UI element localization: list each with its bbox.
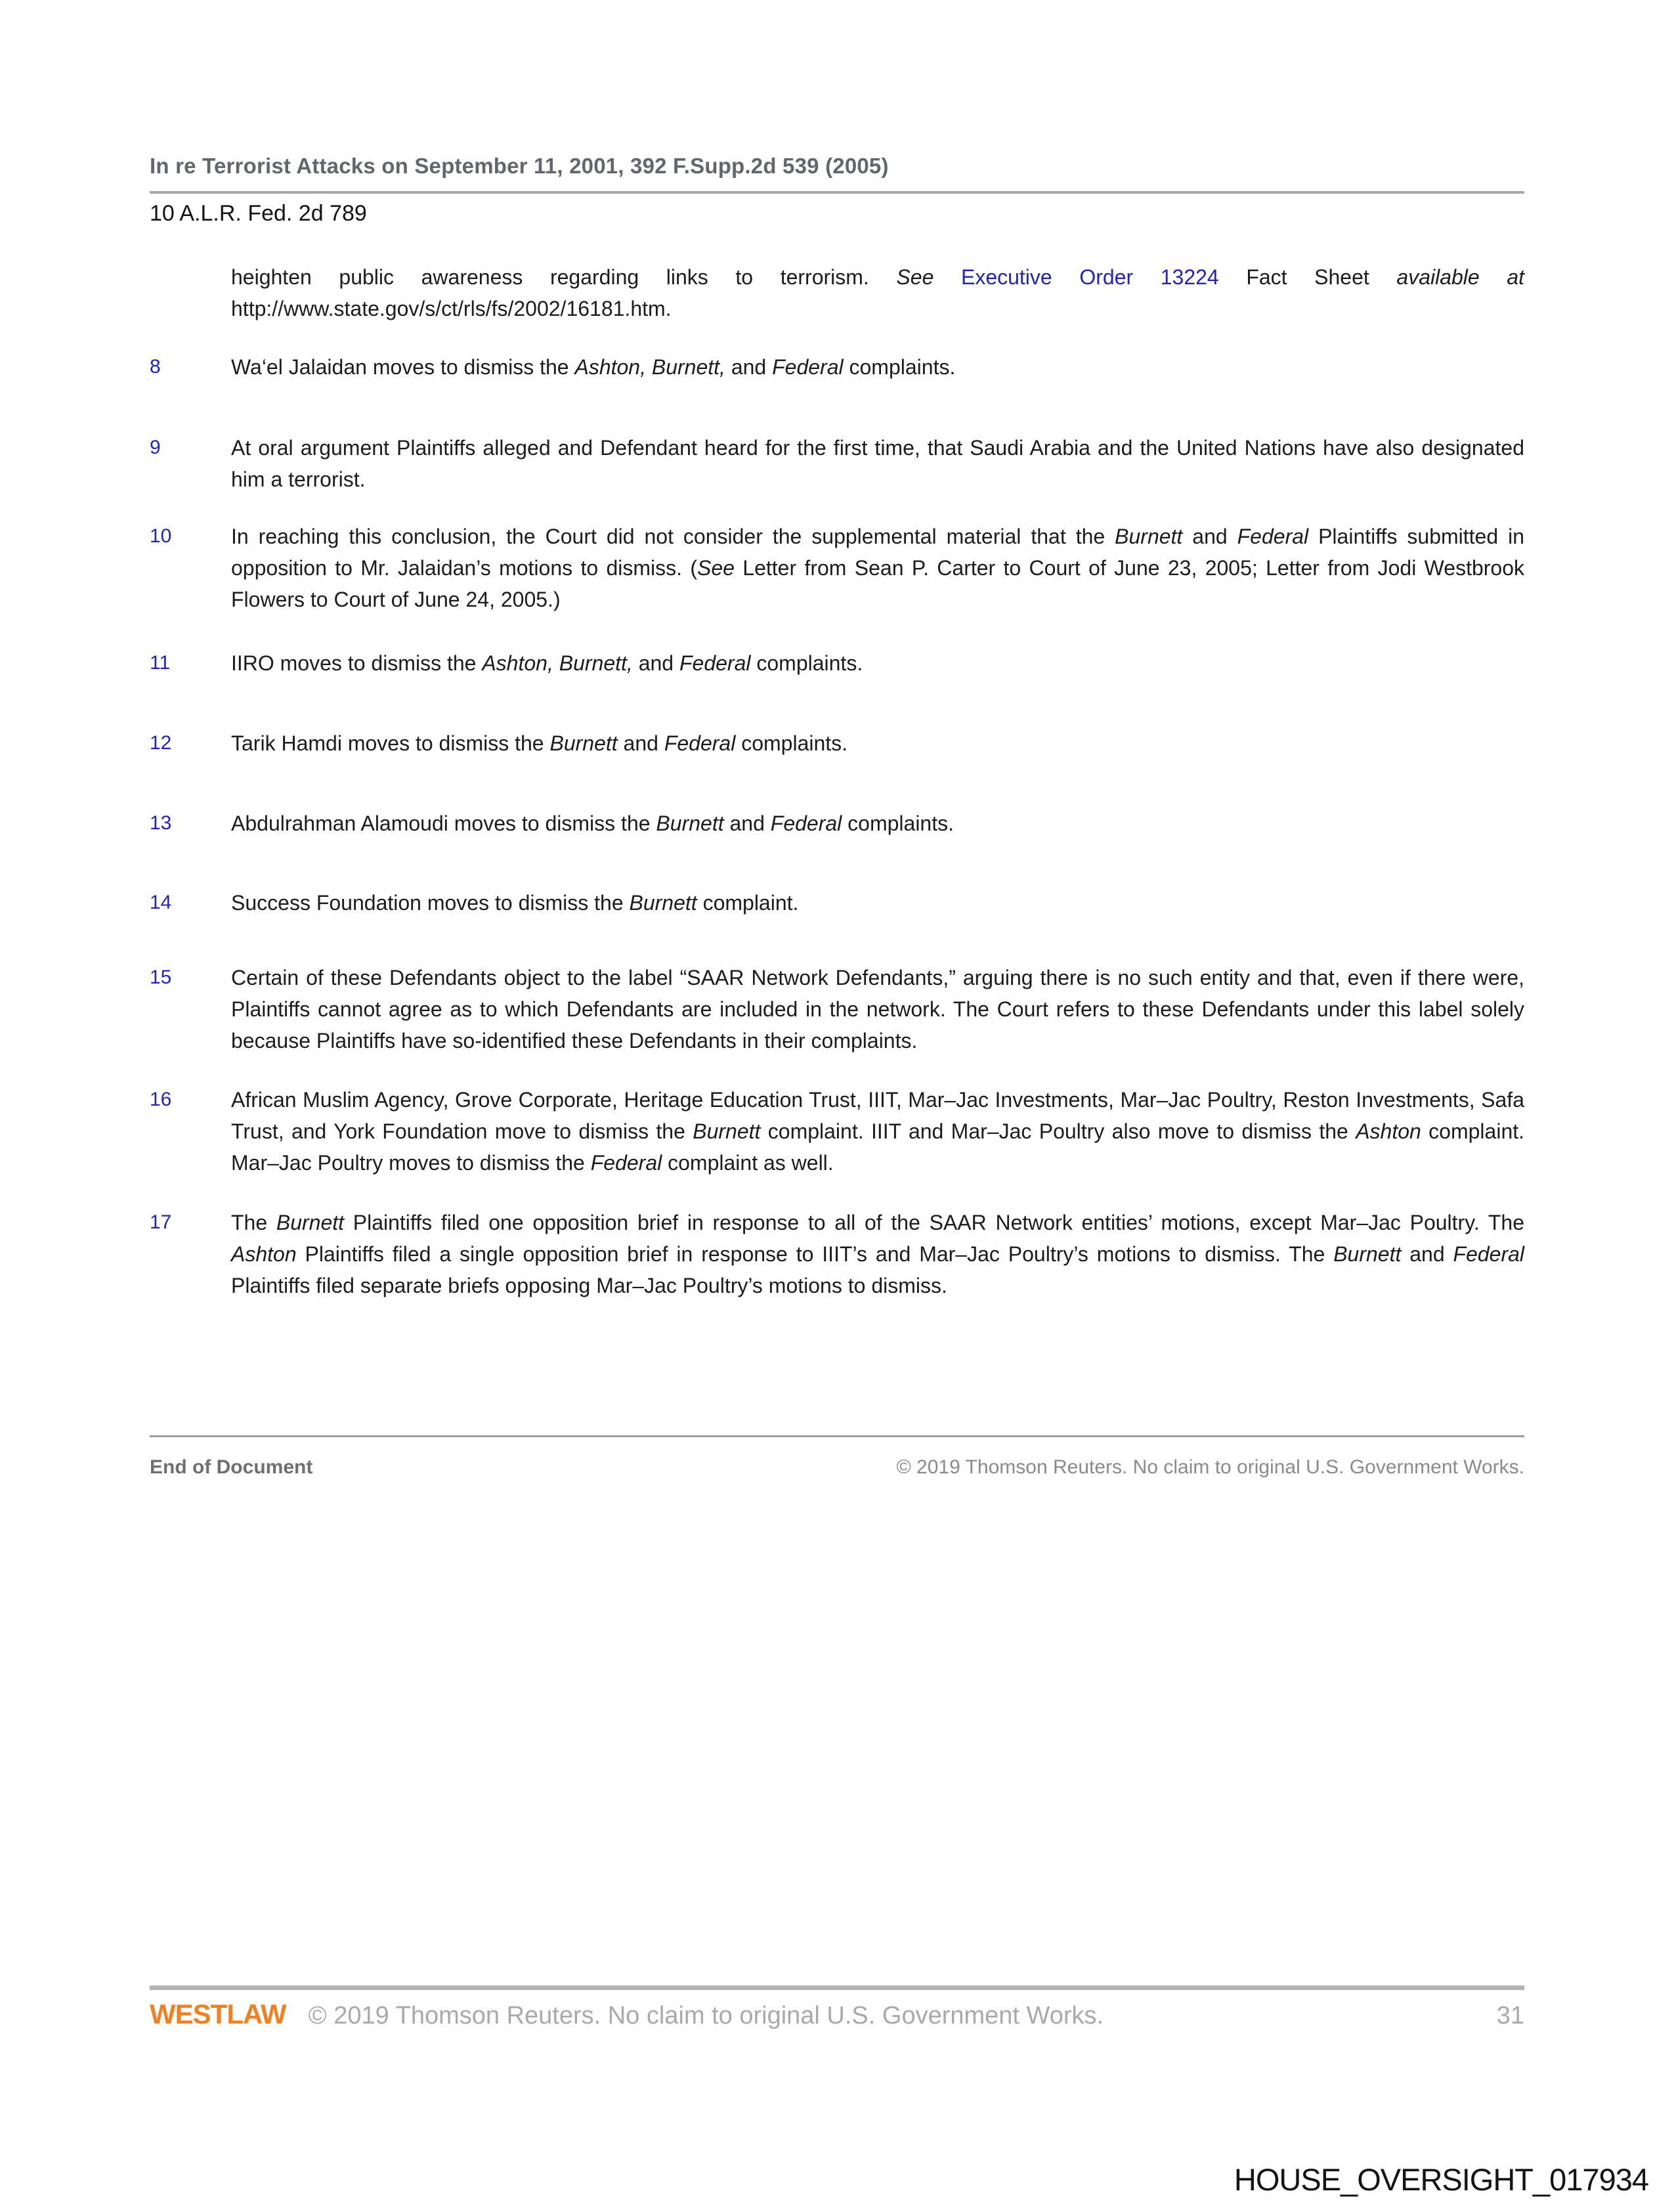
text-segment: Federal <box>590 1151 662 1175</box>
footnote-text <box>231 887 1524 919</box>
footnote-13 <box>150 808 1524 839</box>
footnote-number[interactable]: 16 <box>150 1089 172 1110</box>
footnote-number[interactable]: 14 <box>150 892 172 913</box>
footnote-text <box>231 1084 1524 1179</box>
text-segment <box>934 265 961 289</box>
footnote-16 <box>150 1084 1524 1179</box>
footnote-15 <box>150 962 1524 1056</box>
executive-order-13224-link[interactable]: Executive Order 13224 <box>960 265 1219 289</box>
text-segment: Burnett <box>549 731 618 755</box>
text-segment: Burnett <box>629 891 697 915</box>
text-segment: Federal <box>772 355 844 379</box>
footnote-number[interactable]: 10 <box>150 525 172 547</box>
text-segment: Plaintiffs filed one opposition brief in response to all of the SAAR Network entities’ motions, except Mar–Jac Poultry. The <box>344 1211 1525 1234</box>
text-segment: Ashton, Burnett, <box>482 651 633 675</box>
footnote-17 <box>150 1207 1524 1301</box>
page-footer <box>150 1999 1524 2030</box>
footnote-number[interactable]: 9 <box>150 437 161 458</box>
text-segment: See <box>697 556 735 580</box>
text-segment: complaints. <box>843 355 956 379</box>
footnote-text <box>231 727 1524 759</box>
footnote-text <box>231 962 1524 1056</box>
footnote-number[interactable]: 15 <box>150 966 172 988</box>
text-segment: and <box>723 812 771 835</box>
text-segment: Burnett <box>276 1211 345 1234</box>
text-segment: and <box>725 355 773 379</box>
text-segment: and <box>617 731 664 755</box>
text-segment: complaint. <box>697 891 799 915</box>
text-segment: Plaintiffs filed separate briefs opposing Mar–Jac Poultry’s motions to dismiss. <box>231 1274 947 1297</box>
text-segment: Certain of these Defendants object to the label “SAAR Network Defendants,” arguing there is no such entity and that, even if there were, Plaintiffs cannot agree as to which Defendants are included in the network. The Court refers to these Defendants under this label solely because Plaintiffs have so-identified these Defendants in their complaints. <box>231 966 1524 1052</box>
case-title: In re Terrorist Attacks on September 11, 2001, 392 F.Supp.2d 539 (2005) <box>150 154 889 178</box>
text-segment: Federal <box>1237 525 1309 548</box>
end-of-document-divider <box>150 1435 1524 1437</box>
text-segment: complaints. <box>842 812 954 835</box>
footer-copyright: © 2019 Thomson Reuters. No claim to original U.S. Government Works. <box>308 2002 1104 2029</box>
footnote-11 <box>150 647 1524 679</box>
text-segment: Ashton, Burnett, <box>574 355 725 379</box>
footnote-7-continuation <box>150 261 1524 324</box>
westlaw-logo: WESTLAW <box>150 1999 286 2029</box>
text-segment: complaint as well. <box>662 1151 834 1175</box>
text-segment: Fact Sheet <box>1218 265 1397 289</box>
page-number: 31 <box>1496 2002 1524 2029</box>
end-of-document-copyright: © 2019 Thomson Reuters. No claim to original U.S. Government Works. <box>896 1456 1524 1478</box>
text-segment: Letter from Sean P. Carter to Court of June 23, 2005; Letter from Jodi Westbrook Flowers to Court of June 24, 2005.) <box>231 556 1525 611</box>
text-segment: At oral argument Plaintiffs alleged and Defendant heard for the first time, that Saudi Arabia and the United Nations have also designated him a terrorist. <box>231 436 1524 491</box>
text-segment: Burnett <box>1333 1242 1402 1266</box>
end-of-document-label: End of Document <box>150 1456 313 1478</box>
footnote-12 <box>150 727 1524 759</box>
footnote-number[interactable]: 17 <box>150 1211 172 1233</box>
text-segment: Success Foundation moves to dismiss the <box>231 891 630 915</box>
text-segment: Tarik Hamdi moves to dismiss the <box>231 731 550 755</box>
text-segment: Federal <box>664 731 736 755</box>
text-segment: complaints. <box>750 651 863 675</box>
bates-stamp: HOUSE_OVERSIGHT_017934 <box>1234 2162 1648 2197</box>
footnote-text <box>231 808 1524 839</box>
alr-citation: 10 A.L.R. Fed. 2d 789 <box>150 201 367 226</box>
footnote-text <box>231 351 1524 383</box>
text-segment: and <box>1182 525 1237 548</box>
text-segment: African Muslim Agency, Grove Corporate, Heritage Education Trust, IIIT, Mar–Jac Investments, Mar–Jac Poultry, Reston Investments, Safa Trust, and York Foundation move to dismiss the <box>231 1088 1524 1143</box>
title-divider <box>150 191 1524 194</box>
text-segment: Federal <box>1453 1242 1525 1266</box>
text-segment: Burnett <box>693 1119 761 1143</box>
text-segment: Federal <box>679 651 751 675</box>
text-segment: Burnett <box>1115 525 1183 548</box>
text-segment: heighten public awareness regarding links to terrorism. <box>231 265 897 289</box>
footnote-9 <box>150 432 1524 495</box>
footer-divider <box>150 1985 1524 1990</box>
text-segment: In reaching this conclusion, the Court did not consider the supplemental material that the <box>231 525 1115 548</box>
footnote-number[interactable]: 11 <box>150 652 171 674</box>
footnote-text <box>231 1207 1524 1301</box>
footnote-text <box>231 647 1524 679</box>
end-of-document-row <box>150 1456 1524 1479</box>
footnote-number[interactable]: 13 <box>150 812 172 834</box>
footnote-14 <box>150 887 1524 919</box>
text-segment: IIRO moves to dismiss the <box>231 651 483 675</box>
text-segment: complaint. Mar–Jac Poultry moves to dismiss the <box>231 1119 1525 1175</box>
text-segment: http://www.state.gov/s/ct/rls/fs/2002/16181.htm. <box>231 297 672 320</box>
footnote-number[interactable]: 8 <box>150 356 161 378</box>
text-segment: Plaintiffs submitted in opposition to Mr. Jalaidan’s motions to dismiss. ( <box>231 525 1525 580</box>
text-segment: See <box>896 265 934 289</box>
text-segment: Federal <box>770 812 842 835</box>
footnote-number[interactable]: 12 <box>150 732 172 754</box>
text-segment: complaints. <box>735 731 848 755</box>
footnote-text <box>231 521 1524 615</box>
text-segment: available at <box>1396 265 1524 289</box>
text-segment: Ashton <box>231 1242 297 1266</box>
text-segment: Burnett <box>656 812 724 835</box>
text-segment: complaint. IIIT and Mar–Jac Poultry also move to dismiss the <box>760 1119 1356 1143</box>
footnote-text <box>231 432 1524 495</box>
footnote-text <box>231 261 1524 324</box>
text-segment: and <box>1401 1242 1453 1266</box>
text-segment: Plaintiffs filed a single opposition brief in response to IIIT’s and Mar–Jac Poultry’s motions to dismiss. The <box>296 1242 1334 1266</box>
text-segment: Abdulrahman Alamoudi moves to dismiss the <box>231 812 656 835</box>
footnote-8 <box>150 351 1524 383</box>
text-segment: Wa‘el Jalaidan moves to dismiss the <box>231 355 575 379</box>
text-segment: and <box>632 651 679 675</box>
text-segment: Ashton <box>1356 1119 1421 1143</box>
footnote-10 <box>150 521 1524 615</box>
text-segment: The <box>231 1211 276 1234</box>
